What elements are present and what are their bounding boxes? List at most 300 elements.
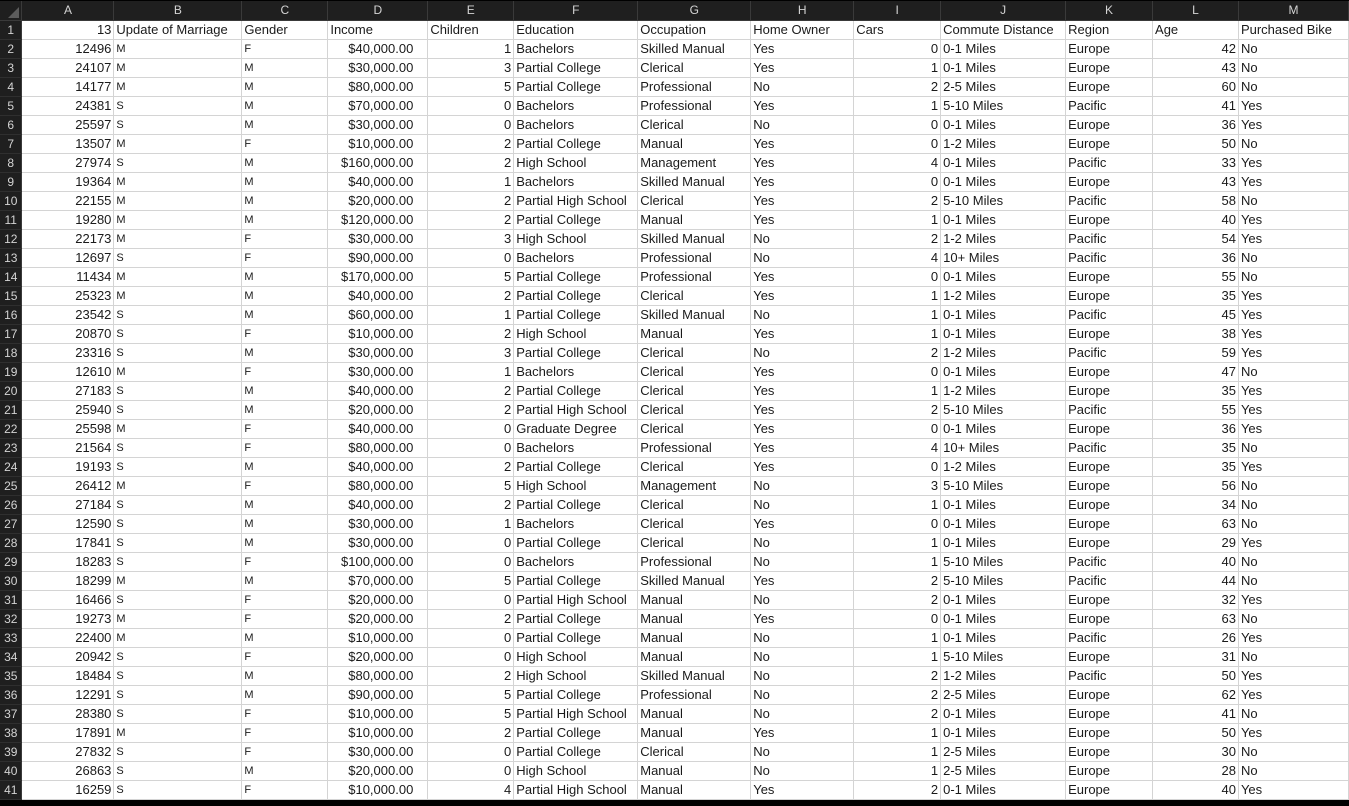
cell-l7[interactable]: 50: [1153, 134, 1239, 153]
cell-i18[interactable]: 2: [854, 343, 941, 362]
cell-k20[interactable]: Europe: [1066, 381, 1153, 400]
row-header[interactable]: 27: [0, 514, 22, 533]
cell-g28[interactable]: Clerical: [638, 533, 751, 552]
row-header[interactable]: 1: [0, 20, 22, 39]
cell-l1[interactable]: Age: [1153, 20, 1239, 39]
cell-h35[interactable]: No: [751, 666, 854, 685]
cell-e35[interactable]: 2: [428, 666, 514, 685]
cell-l9[interactable]: 43: [1153, 172, 1239, 191]
row-header[interactable]: 38: [0, 723, 22, 742]
cell-f41[interactable]: Partial High School: [514, 780, 638, 799]
cell-b27[interactable]: S: [114, 514, 242, 533]
cell-k10[interactable]: Pacific: [1066, 191, 1153, 210]
cell-d21[interactable]: $20,000.00: [328, 400, 428, 419]
cell-a27[interactable]: 12590: [22, 514, 114, 533]
row-header[interactable]: 5: [0, 96, 22, 115]
row-header[interactable]: 40: [0, 761, 22, 780]
cell-g33[interactable]: Manual: [638, 628, 751, 647]
cell-i7[interactable]: 0: [854, 134, 941, 153]
row-header[interactable]: 41: [0, 780, 22, 799]
cell-j36[interactable]: 2-5 Miles: [941, 685, 1066, 704]
cell-m31[interactable]: Yes: [1238, 590, 1348, 609]
cell-h7[interactable]: Yes: [751, 134, 854, 153]
column-header-g[interactable]: G: [638, 1, 751, 20]
column-header-c[interactable]: C: [242, 1, 328, 20]
cell-e20[interactable]: 2: [428, 381, 514, 400]
cell-j1[interactable]: Commute Distance: [941, 20, 1066, 39]
cell-k11[interactable]: Europe: [1066, 210, 1153, 229]
cell-a6[interactable]: 25597: [22, 115, 114, 134]
cell-j30[interactable]: 5-10 Miles: [941, 571, 1066, 590]
cell-d8[interactable]: $160,000.00: [328, 153, 428, 172]
row-header[interactable]: 8: [0, 153, 22, 172]
cell-b32[interactable]: M: [114, 609, 242, 628]
cell-j25[interactable]: 5-10 Miles: [941, 476, 1066, 495]
cell-l15[interactable]: 35: [1153, 286, 1239, 305]
row-header[interactable]: 33: [0, 628, 22, 647]
cell-l30[interactable]: 44: [1153, 571, 1239, 590]
cell-c36[interactable]: M: [242, 685, 328, 704]
cell-d7[interactable]: $10,000.00: [328, 134, 428, 153]
cell-m11[interactable]: Yes: [1238, 210, 1348, 229]
cell-m7[interactable]: No: [1238, 134, 1348, 153]
cell-h40[interactable]: No: [751, 761, 854, 780]
cell-l29[interactable]: 40: [1153, 552, 1239, 571]
cell-i3[interactable]: 1: [854, 58, 941, 77]
cell-e16[interactable]: 1: [428, 305, 514, 324]
row-header[interactable]: 18: [0, 343, 22, 362]
cell-k7[interactable]: Europe: [1066, 134, 1153, 153]
cell-a30[interactable]: 18299: [22, 571, 114, 590]
cell-f22[interactable]: Graduate Degree: [514, 419, 638, 438]
cell-c13[interactable]: F: [242, 248, 328, 267]
cell-k17[interactable]: Europe: [1066, 324, 1153, 343]
cell-d14[interactable]: $170,000.00: [328, 267, 428, 286]
cell-a18[interactable]: 23316: [22, 343, 114, 362]
row-header[interactable]: 34: [0, 647, 22, 666]
cell-m36[interactable]: Yes: [1238, 685, 1348, 704]
cell-m6[interactable]: Yes: [1238, 115, 1348, 134]
cell-d6[interactable]: $30,000.00: [328, 115, 428, 134]
cell-h12[interactable]: No: [751, 229, 854, 248]
cell-b36[interactable]: S: [114, 685, 242, 704]
cell-l26[interactable]: 34: [1153, 495, 1239, 514]
cell-j20[interactable]: 1-2 Miles: [941, 381, 1066, 400]
cell-i23[interactable]: 4: [854, 438, 941, 457]
cell-h17[interactable]: Yes: [751, 324, 854, 343]
row-header[interactable]: 30: [0, 571, 22, 590]
cell-c35[interactable]: M: [242, 666, 328, 685]
cell-a39[interactable]: 27832: [22, 742, 114, 761]
cell-g15[interactable]: Clerical: [638, 286, 751, 305]
row-header[interactable]: 10: [0, 191, 22, 210]
cell-k24[interactable]: Europe: [1066, 457, 1153, 476]
cell-l19[interactable]: 47: [1153, 362, 1239, 381]
cell-f14[interactable]: Partial College: [514, 267, 638, 286]
cell-l31[interactable]: 32: [1153, 590, 1239, 609]
row-header[interactable]: 6: [0, 115, 22, 134]
cell-g14[interactable]: Professional: [638, 267, 751, 286]
cell-j12[interactable]: 1-2 Miles: [941, 229, 1066, 248]
cell-g36[interactable]: Professional: [638, 685, 751, 704]
cell-j4[interactable]: 2-5 Miles: [941, 77, 1066, 96]
cell-j17[interactable]: 0-1 Miles: [941, 324, 1066, 343]
cell-c26[interactable]: M: [242, 495, 328, 514]
cell-c20[interactable]: M: [242, 381, 328, 400]
cell-a7[interactable]: 13507: [22, 134, 114, 153]
cell-f30[interactable]: Partial College: [514, 571, 638, 590]
cell-a28[interactable]: 17841: [22, 533, 114, 552]
cell-m37[interactable]: No: [1238, 704, 1348, 723]
cell-k21[interactable]: Pacific: [1066, 400, 1153, 419]
cell-c10[interactable]: M: [242, 191, 328, 210]
cell-e7[interactable]: 2: [428, 134, 514, 153]
cell-e40[interactable]: 0: [428, 761, 514, 780]
cell-b38[interactable]: M: [114, 723, 242, 742]
column-header-e[interactable]: E: [428, 1, 514, 20]
cell-m32[interactable]: No: [1238, 609, 1348, 628]
row-header[interactable]: 32: [0, 609, 22, 628]
cell-d27[interactable]: $30,000.00: [328, 514, 428, 533]
cell-k8[interactable]: Pacific: [1066, 153, 1153, 172]
cell-d22[interactable]: $40,000.00: [328, 419, 428, 438]
cell-h24[interactable]: Yes: [751, 457, 854, 476]
cell-d12[interactable]: $30,000.00: [328, 229, 428, 248]
cell-h20[interactable]: Yes: [751, 381, 854, 400]
cell-g7[interactable]: Manual: [638, 134, 751, 153]
column-header-d[interactable]: D: [328, 1, 428, 20]
cell-l37[interactable]: 41: [1153, 704, 1239, 723]
cell-f27[interactable]: Bachelors: [514, 514, 638, 533]
row-header[interactable]: 31: [0, 590, 22, 609]
cell-d11[interactable]: $120,000.00: [328, 210, 428, 229]
cell-f10[interactable]: Partial High School: [514, 191, 638, 210]
cell-e31[interactable]: 0: [428, 590, 514, 609]
cell-g16[interactable]: Skilled Manual: [638, 305, 751, 324]
cell-i29[interactable]: 1: [854, 552, 941, 571]
cell-j41[interactable]: 0-1 Miles: [941, 780, 1066, 799]
cell-f7[interactable]: Partial College: [514, 134, 638, 153]
cell-b18[interactable]: S: [114, 343, 242, 362]
cell-b23[interactable]: S: [114, 438, 242, 457]
cell-l22[interactable]: 36: [1153, 419, 1239, 438]
cell-m12[interactable]: Yes: [1238, 229, 1348, 248]
row-header[interactable]: 29: [0, 552, 22, 571]
cell-b33[interactable]: M: [114, 628, 242, 647]
cell-g32[interactable]: Manual: [638, 609, 751, 628]
cell-m26[interactable]: No: [1238, 495, 1348, 514]
cell-l10[interactable]: 58: [1153, 191, 1239, 210]
cell-k2[interactable]: Europe: [1066, 39, 1153, 58]
cell-k16[interactable]: Pacific: [1066, 305, 1153, 324]
cell-f2[interactable]: Bachelors: [514, 39, 638, 58]
cell-d5[interactable]: $70,000.00: [328, 96, 428, 115]
cell-j5[interactable]: 5-10 Miles: [941, 96, 1066, 115]
cell-d25[interactable]: $80,000.00: [328, 476, 428, 495]
cell-a2[interactable]: 12496: [22, 39, 114, 58]
cell-k1[interactable]: Region: [1066, 20, 1153, 39]
cell-a33[interactable]: 22400: [22, 628, 114, 647]
cell-b9[interactable]: M: [114, 172, 242, 191]
cell-h8[interactable]: Yes: [751, 153, 854, 172]
cell-l39[interactable]: 30: [1153, 742, 1239, 761]
cell-l34[interactable]: 31: [1153, 647, 1239, 666]
cell-m21[interactable]: Yes: [1238, 400, 1348, 419]
cell-m22[interactable]: Yes: [1238, 419, 1348, 438]
cell-l27[interactable]: 63: [1153, 514, 1239, 533]
cell-j31[interactable]: 0-1 Miles: [941, 590, 1066, 609]
cell-g6[interactable]: Clerical: [638, 115, 751, 134]
cell-c41[interactable]: F: [242, 780, 328, 799]
cell-b35[interactable]: S: [114, 666, 242, 685]
cell-i35[interactable]: 2: [854, 666, 941, 685]
cell-g8[interactable]: Management: [638, 153, 751, 172]
cell-g27[interactable]: Clerical: [638, 514, 751, 533]
cell-i28[interactable]: 1: [854, 533, 941, 552]
cell-l14[interactable]: 55: [1153, 267, 1239, 286]
cell-d41[interactable]: $10,000.00: [328, 780, 428, 799]
cell-h34[interactable]: No: [751, 647, 854, 666]
cell-b2[interactable]: M: [114, 39, 242, 58]
cell-k3[interactable]: Europe: [1066, 58, 1153, 77]
cell-h31[interactable]: No: [751, 590, 854, 609]
cell-d32[interactable]: $20,000.00: [328, 609, 428, 628]
cell-k23[interactable]: Pacific: [1066, 438, 1153, 457]
cell-c12[interactable]: F: [242, 229, 328, 248]
cell-i24[interactable]: 0: [854, 457, 941, 476]
cell-b22[interactable]: M: [114, 419, 242, 438]
cell-l25[interactable]: 56: [1153, 476, 1239, 495]
cell-a20[interactable]: 27183: [22, 381, 114, 400]
cell-a5[interactable]: 24381: [22, 96, 114, 115]
cell-i16[interactable]: 1: [854, 305, 941, 324]
cell-l17[interactable]: 38: [1153, 324, 1239, 343]
cell-a15[interactable]: 25323: [22, 286, 114, 305]
cell-f25[interactable]: High School: [514, 476, 638, 495]
cell-h33[interactable]: No: [751, 628, 854, 647]
row-header[interactable]: 15: [0, 286, 22, 305]
cell-g29[interactable]: Professional: [638, 552, 751, 571]
cell-a25[interactable]: 26412: [22, 476, 114, 495]
cell-a17[interactable]: 20870: [22, 324, 114, 343]
cell-j7[interactable]: 1-2 Miles: [941, 134, 1066, 153]
cell-l12[interactable]: 54: [1153, 229, 1239, 248]
cell-k31[interactable]: Europe: [1066, 590, 1153, 609]
cell-i34[interactable]: 1: [854, 647, 941, 666]
cell-g21[interactable]: Clerical: [638, 400, 751, 419]
cell-m17[interactable]: Yes: [1238, 324, 1348, 343]
cell-f38[interactable]: Partial College: [514, 723, 638, 742]
cell-a13[interactable]: 12697: [22, 248, 114, 267]
cell-a29[interactable]: 18283: [22, 552, 114, 571]
cell-g3[interactable]: Clerical: [638, 58, 751, 77]
cell-h18[interactable]: No: [751, 343, 854, 362]
column-header-b[interactable]: B: [114, 1, 242, 20]
cell-j26[interactable]: 0-1 Miles: [941, 495, 1066, 514]
cell-d15[interactable]: $40,000.00: [328, 286, 428, 305]
cell-a24[interactable]: 19193: [22, 457, 114, 476]
cell-h38[interactable]: Yes: [751, 723, 854, 742]
cell-b21[interactable]: S: [114, 400, 242, 419]
cell-k25[interactable]: Europe: [1066, 476, 1153, 495]
cell-e19[interactable]: 1: [428, 362, 514, 381]
cell-m25[interactable]: No: [1238, 476, 1348, 495]
cell-b29[interactable]: S: [114, 552, 242, 571]
cell-l18[interactable]: 59: [1153, 343, 1239, 362]
cell-e41[interactable]: 4: [428, 780, 514, 799]
cell-c19[interactable]: F: [242, 362, 328, 381]
cell-f31[interactable]: Partial High School: [514, 590, 638, 609]
cell-b1[interactable]: Update of Marriage: [114, 20, 242, 39]
cell-e6[interactable]: 0: [428, 115, 514, 134]
row-header[interactable]: 3: [0, 58, 22, 77]
cell-d17[interactable]: $10,000.00: [328, 324, 428, 343]
cell-b39[interactable]: S: [114, 742, 242, 761]
cell-a26[interactable]: 27184: [22, 495, 114, 514]
cell-c32[interactable]: F: [242, 609, 328, 628]
cell-i5[interactable]: 1: [854, 96, 941, 115]
cell-b20[interactable]: S: [114, 381, 242, 400]
cell-i13[interactable]: 4: [854, 248, 941, 267]
cell-i12[interactable]: 2: [854, 229, 941, 248]
cell-m4[interactable]: No: [1238, 77, 1348, 96]
cell-b14[interactable]: M: [114, 267, 242, 286]
cell-m9[interactable]: Yes: [1238, 172, 1348, 191]
cell-g24[interactable]: Clerical: [638, 457, 751, 476]
cell-e17[interactable]: 2: [428, 324, 514, 343]
cell-j27[interactable]: 0-1 Miles: [941, 514, 1066, 533]
cell-a40[interactable]: 26863: [22, 761, 114, 780]
cell-m23[interactable]: No: [1238, 438, 1348, 457]
cell-i26[interactable]: 1: [854, 495, 941, 514]
cell-e4[interactable]: 5: [428, 77, 514, 96]
cell-c6[interactable]: M: [242, 115, 328, 134]
cell-f11[interactable]: Partial College: [514, 210, 638, 229]
cell-k34[interactable]: Europe: [1066, 647, 1153, 666]
cell-l35[interactable]: 50: [1153, 666, 1239, 685]
cell-h16[interactable]: No: [751, 305, 854, 324]
cell-f4[interactable]: Partial College: [514, 77, 638, 96]
row-header[interactable]: 36: [0, 685, 22, 704]
cell-e5[interactable]: 0: [428, 96, 514, 115]
cell-l8[interactable]: 33: [1153, 153, 1239, 172]
cell-i25[interactable]: 3: [854, 476, 941, 495]
cell-e11[interactable]: 2: [428, 210, 514, 229]
cell-e21[interactable]: 2: [428, 400, 514, 419]
cell-e37[interactable]: 5: [428, 704, 514, 723]
cell-g10[interactable]: Clerical: [638, 191, 751, 210]
cell-a23[interactable]: 21564: [22, 438, 114, 457]
cell-l13[interactable]: 36: [1153, 248, 1239, 267]
cell-e13[interactable]: 0: [428, 248, 514, 267]
cell-g37[interactable]: Manual: [638, 704, 751, 723]
row-header[interactable]: 11: [0, 210, 22, 229]
cell-i14[interactable]: 0: [854, 267, 941, 286]
cell-d33[interactable]: $10,000.00: [328, 628, 428, 647]
cell-a19[interactable]: 12610: [22, 362, 114, 381]
cell-g41[interactable]: Manual: [638, 780, 751, 799]
cell-h37[interactable]: No: [751, 704, 854, 723]
cell-c16[interactable]: M: [242, 305, 328, 324]
cell-c15[interactable]: M: [242, 286, 328, 305]
column-header-a[interactable]: A: [22, 1, 114, 20]
cell-k6[interactable]: Europe: [1066, 115, 1153, 134]
cell-l11[interactable]: 40: [1153, 210, 1239, 229]
cell-f28[interactable]: Partial College: [514, 533, 638, 552]
cell-b24[interactable]: S: [114, 457, 242, 476]
cell-d10[interactable]: $20,000.00: [328, 191, 428, 210]
cell-b3[interactable]: M: [114, 58, 242, 77]
cell-k37[interactable]: Europe: [1066, 704, 1153, 723]
cell-f26[interactable]: Partial College: [514, 495, 638, 514]
cell-g2[interactable]: Skilled Manual: [638, 39, 751, 58]
row-header[interactable]: 2: [0, 39, 22, 58]
cell-e18[interactable]: 3: [428, 343, 514, 362]
cell-k35[interactable]: Pacific: [1066, 666, 1153, 685]
cell-h19[interactable]: Yes: [751, 362, 854, 381]
cell-i19[interactable]: 0: [854, 362, 941, 381]
cell-b34[interactable]: S: [114, 647, 242, 666]
cell-e25[interactable]: 5: [428, 476, 514, 495]
cell-l3[interactable]: 43: [1153, 58, 1239, 77]
cell-h3[interactable]: Yes: [751, 58, 854, 77]
cell-j15[interactable]: 1-2 Miles: [941, 286, 1066, 305]
cell-c34[interactable]: F: [242, 647, 328, 666]
cell-a10[interactable]: 22155: [22, 191, 114, 210]
cell-b25[interactable]: M: [114, 476, 242, 495]
cell-h22[interactable]: Yes: [751, 419, 854, 438]
cell-e33[interactable]: 0: [428, 628, 514, 647]
cell-f23[interactable]: Bachelors: [514, 438, 638, 457]
cell-i8[interactable]: 4: [854, 153, 941, 172]
cell-i37[interactable]: 2: [854, 704, 941, 723]
cell-d39[interactable]: $30,000.00: [328, 742, 428, 761]
row-header[interactable]: 12: [0, 229, 22, 248]
cell-k15[interactable]: Europe: [1066, 286, 1153, 305]
cell-b17[interactable]: S: [114, 324, 242, 343]
cell-f40[interactable]: High School: [514, 761, 638, 780]
cell-g30[interactable]: Skilled Manual: [638, 571, 751, 590]
cell-d1[interactable]: Income: [328, 20, 428, 39]
cell-g9[interactable]: Skilled Manual: [638, 172, 751, 191]
cell-k27[interactable]: Europe: [1066, 514, 1153, 533]
cell-a8[interactable]: 27974: [22, 153, 114, 172]
cell-e27[interactable]: 1: [428, 514, 514, 533]
cell-f19[interactable]: Bachelors: [514, 362, 638, 381]
cell-c4[interactable]: M: [242, 77, 328, 96]
cell-g38[interactable]: Manual: [638, 723, 751, 742]
column-header-k[interactable]: K: [1066, 1, 1153, 20]
cell-f1[interactable]: Education: [514, 20, 638, 39]
cell-m3[interactable]: No: [1238, 58, 1348, 77]
cell-d36[interactable]: $90,000.00: [328, 685, 428, 704]
cell-d28[interactable]: $30,000.00: [328, 533, 428, 552]
cell-j10[interactable]: 5-10 Miles: [941, 191, 1066, 210]
cell-j28[interactable]: 0-1 Miles: [941, 533, 1066, 552]
cell-h9[interactable]: Yes: [751, 172, 854, 191]
cell-f34[interactable]: High School: [514, 647, 638, 666]
cell-d26[interactable]: $40,000.00: [328, 495, 428, 514]
cell-g17[interactable]: Manual: [638, 324, 751, 343]
cell-i41[interactable]: 2: [854, 780, 941, 799]
cell-c8[interactable]: M: [242, 153, 328, 172]
cell-a35[interactable]: 18484: [22, 666, 114, 685]
cell-j11[interactable]: 0-1 Miles: [941, 210, 1066, 229]
row-header[interactable]: 21: [0, 400, 22, 419]
cell-g40[interactable]: Manual: [638, 761, 751, 780]
cell-c9[interactable]: M: [242, 172, 328, 191]
row-header[interactable]: 17: [0, 324, 22, 343]
